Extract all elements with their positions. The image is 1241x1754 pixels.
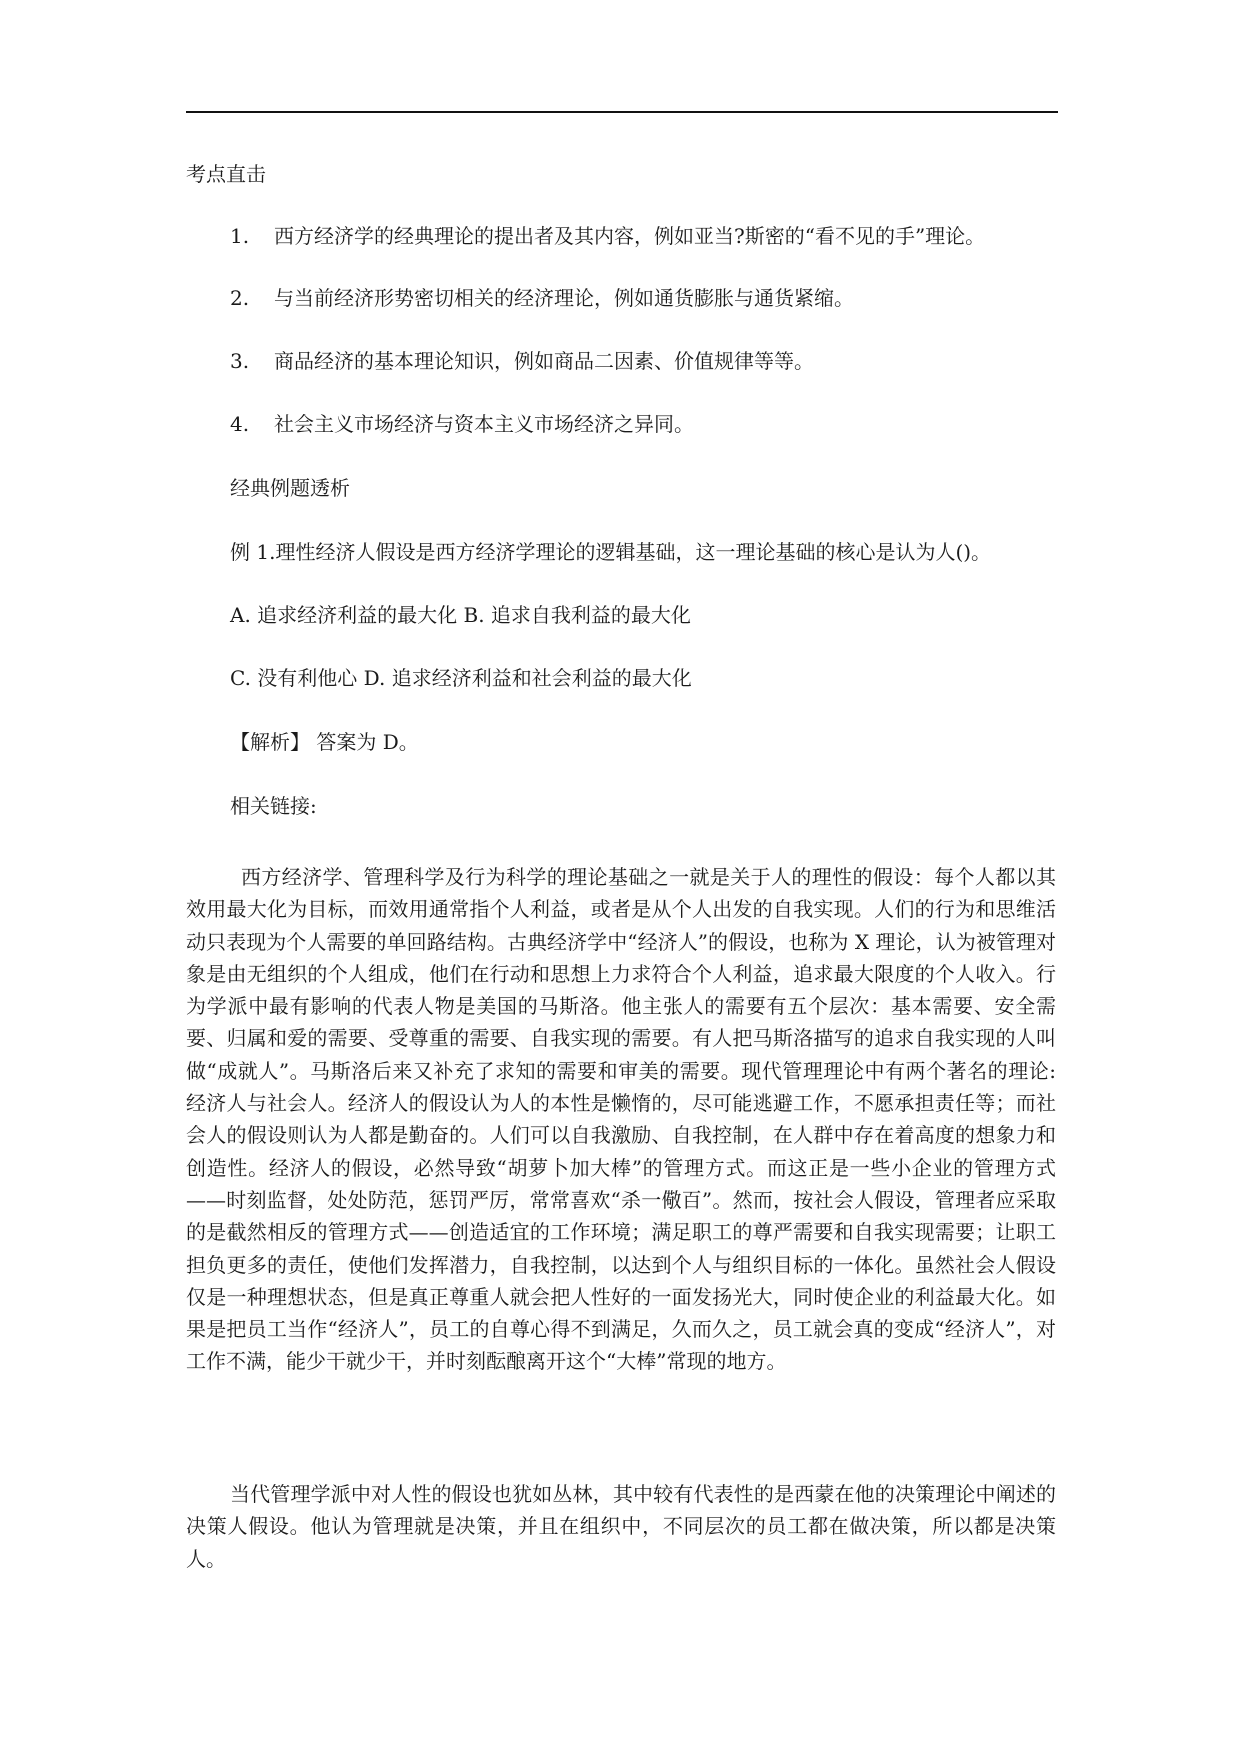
header-rule — [186, 111, 1058, 113]
section-heading-kaodian: 考点直击 — [186, 162, 266, 186]
point-item — [230, 347, 814, 375]
question-text: 例 1.理性经济人假设是西方经济学理论的逻辑基础，这一理论基础的核心是认为人()。 — [230, 540, 992, 564]
section-heading-example: 经典例题透析 — [230, 476, 350, 500]
point-text: 西方经济学的经典理论的提出者及其内容，例如亚当?斯密的“看不见的手”理论。 — [274, 224, 986, 248]
paragraph-text: 西方经济学、管理科学及行为科学的理论基础之一就是关于人的理性的假设：每个人都以其效用最大化为目标，而效用通常指个人利益，或者是从个人出发的自我实现。人们的行为和思维活动只表现为个人需要的单回路结构。古典经济学中“经济人”的假设，也称为 X 理论，认为被管理对象是由无组织的个人组成，他们在行动和思想上力求符合个人利益，追求最大限度的个人收入。行为学派中最有影响的代表人物是美国的马斯洛。他主张人的需要有五个层次：基本需要、安全需要、归属和爱的需要、受尊重的需要、自我实现的需要。有人把马斯洛描写的追求自我实现的人叫做“成就人”。马斯洛后来又补充了求知的需要和审美的需要。现代管理理论中有两个著名的理论: 经济人与社会人。经济人的假设认为人的本性是懒惰的，尽可能逃避工作，不愿承担责任等；而社会人的假设则认为人都是勤奋的。人们可以自我激励、自我控制，在人群中存在着高度的想象力和创造性。经济人的假设，必然导致“胡萝卜加大棒”的管理方式。而这正是一些小企业的管理方式——时刻监督，处处防范，惩罚严厉，常常喜欢“杀一儆百”。然而，按社会人假设，管理者应采取的是截然相反的管理方式——创造适宜的工作环境；满足职工的尊严需要和自我实现需要；让职工担负更多的责任，使他们发挥潜力，自我控制，以达到个人与组织目标的一体化。虽然社会人假设仅是一种理想状态，但是真正尊重人就会把人性好的一面发扬光大，同时使企业的利益最大化。如果是把员工当作“经济人”，员工的自尊心得不到满足，久而久之，员工就会真的变成“经济人”，对工作不满，能少干就少干，并时刻酝酿离开这个“大棒”常现的地方。 — [186, 865, 1056, 1374]
point-text: 与当前经济形势密切相关的经济理论，例如通货膨胀与通货紧缩。 — [274, 286, 854, 310]
related-link-label: 相关链接: — [230, 794, 317, 818]
body-paragraph-2 — [186, 1478, 1056, 1575]
analysis-answer: 【解析】 答案为 D。 — [230, 730, 419, 754]
point-item — [230, 284, 854, 312]
body-paragraph-1 — [186, 861, 1056, 1378]
point-number: 2. — [230, 286, 250, 310]
point-item — [230, 410, 694, 438]
point-number: 4. — [230, 412, 250, 436]
point-number: 1. — [230, 224, 250, 248]
options-line-ab: A. 追求经济利益的最大化 B. 追求自我利益的最大化 — [230, 603, 691, 627]
point-number: 3. — [230, 349, 250, 373]
point-text: 商品经济的基本理论知识，例如商品二因素、价值规律等等。 — [274, 349, 814, 373]
paragraph-text: 当代管理学派中对人性的假设也犹如丛林，其中较有代表性的是西蒙在他的决策理论中阐述的决策人假设。他认为管理就是决策，并且在组织中，不同层次的员工都在做决策，所以都是决策人。 — [186, 1482, 1056, 1571]
options-line-cd: C. 没有利他心 D. 追求经济利益和社会利益的最大化 — [230, 666, 692, 690]
point-text: 社会主义市场经济与资本主义市场经济之异同。 — [274, 412, 694, 436]
point-item — [230, 222, 985, 250]
